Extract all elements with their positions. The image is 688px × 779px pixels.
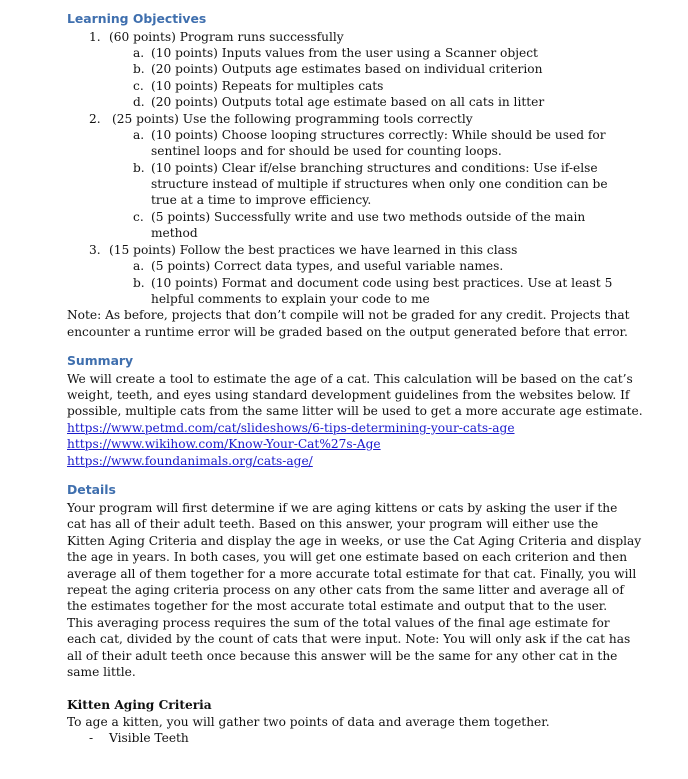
summary-heading: Summary xyxy=(67,353,134,368)
objective-1b-label: b. xyxy=(133,62,145,76)
objective-3-label: 3. xyxy=(89,243,101,257)
objective-2a-text-cont: sentinel loops and for should be used for counting loops. xyxy=(151,144,502,158)
objective-2-text: (25 points) Use the following programming tools correctly xyxy=(112,112,473,126)
objective-2c-label: c. xyxy=(133,210,144,224)
objective-2b-text-cont1: structure instead of multiple if structures when only one condition can be xyxy=(151,177,608,191)
link-foundanimals[interactable]: https://www.foundanimals.org/cats-age/ xyxy=(67,454,313,468)
objective-2a-label: a. xyxy=(133,128,145,142)
objective-1b-text: (20 points) Outputs age estimates based on individual criterion xyxy=(151,62,543,76)
details-line-2: cat has all of their adult teeth. Based on this answer, your program will either use the xyxy=(67,517,599,531)
objective-1d-text: (20 points) Outputs total age estimate based on all cats in litter xyxy=(151,95,545,109)
objective-2c-text-cont: method xyxy=(151,226,198,240)
objective-2a-text: (10 points) Choose looping structures correctly: While should be used for xyxy=(151,128,606,142)
details-line-10: all of their adult teeth once because this answer will be the same for any other cat in the xyxy=(67,649,618,663)
details-line-3: Kitten Aging Criteria and display the age in weeks, or use the Cat Aging Criteria and display xyxy=(67,534,642,548)
objective-1c-text: (10 points) Repeats for multiples cats xyxy=(151,79,384,93)
details-line-4: the age in years. In both cases, you will get one estimate based on each criterion and then xyxy=(67,550,628,564)
details-line-6: repeat the aging criteria process on any other cats from the same litter and average all of xyxy=(67,583,624,597)
objective-3b-text-cont: helpful comments to explain your code to me xyxy=(151,292,430,306)
details-line-8: This averaging process requires the sum of the total values of the final age estimate for xyxy=(67,616,610,630)
details-line-1: Your program will first determine if we are aging kittens or cats by asking the user if the xyxy=(67,501,618,515)
objective-3a-text: (5 points) Correct data types, and useful variable names. xyxy=(151,259,504,273)
details-line-5: average all of them together for a more accurate total estimate for that cat. Finally, you will xyxy=(67,567,637,581)
objective-1d-label: d. xyxy=(133,95,145,109)
kitten-heading: Kitten Aging Criteria xyxy=(67,698,212,712)
objective-3-text: (15 points) Follow the best practices we have learned in this class xyxy=(109,243,518,257)
objective-2b-text-cont2: true at a time to improve efficiency. xyxy=(151,193,372,207)
objective-1a-text: (10 points) Inputs values from the user using a Scanner object xyxy=(151,46,538,60)
summary-line-1: We will create a tool to estimate the age of a cat. This calculation will be based on the cat’s xyxy=(67,372,633,386)
objective-2b-label: b. xyxy=(133,161,145,175)
bullet-marker: - xyxy=(89,731,94,745)
objective-1a-label: a. xyxy=(133,46,145,60)
objective-2b-text: (10 points) Clear if/else branching structures and conditions: Use if-else xyxy=(151,161,598,175)
details-line-9: each cat, divided by the count of cats that were input. Note: You will only ask if the cat has xyxy=(67,632,631,646)
details-heading: Details xyxy=(67,482,116,497)
note-line-1: Note: As before, projects that don’t compile will not be graded for any credit. Projects that xyxy=(67,308,630,322)
details-line-7: the estimates together for the most accurate total estimate and output that to the user. xyxy=(67,599,608,613)
objective-2-label: 2. xyxy=(89,112,101,126)
objective-3b-text: (10 points) Format and document code using best practices. Use at least 5 xyxy=(151,276,613,290)
objective-1-text: (60 points) Program runs successfully xyxy=(109,30,344,44)
link-wikihow[interactable]: https://www.wikihow.com/Know-Your-Cat%27s-Age xyxy=(67,437,381,451)
summary-line-2: weight, teeth, and eyes using standard development guidelines from the websites below. If xyxy=(67,388,630,402)
objective-3b-label: b. xyxy=(133,276,145,290)
objective-3a-label: a. xyxy=(133,259,145,273)
objective-2c-text: (5 points) Successfully write and use two methods outside of the main xyxy=(151,210,586,224)
objective-1-label: 1. xyxy=(89,30,101,44)
objective-1c-label: c. xyxy=(133,79,144,93)
link-petmd[interactable]: https://www.petmd.com/cat/slideshows/6-tips-determining-your-cats-age xyxy=(67,421,515,435)
note-line-2: encounter a runtime error will be graded based on the output generated before that error. xyxy=(67,325,628,339)
bullet-visible-teeth: Visible Teeth xyxy=(109,731,189,745)
kitten-intro: To age a kitten, you will gather two points of data and average them together. xyxy=(67,715,550,729)
summary-line-3: possible, multiple cats from the same litter will be used to get a more accurate age estimate. xyxy=(67,404,643,418)
learning-objectives-heading: Learning Objectives xyxy=(67,11,207,26)
details-line-11: same little. xyxy=(67,665,136,679)
